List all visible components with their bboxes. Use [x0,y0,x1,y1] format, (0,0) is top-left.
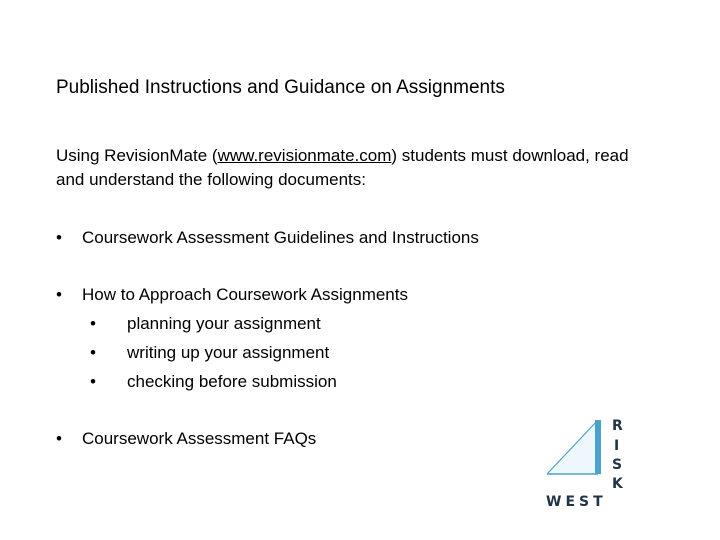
bullet-icon: • [56,285,62,304]
logo-letter-k: K [612,476,623,492]
list-item-label: Coursework Assessment FAQs [82,429,317,448]
page-title: Published Instructions and Guidance on Assignments [56,77,505,98]
logo-letter-s: S [612,457,623,473]
sub-list-item-label: planning your assignment [127,314,321,333]
sub-list-item-label: checking before submission [127,372,337,391]
bullet-icon: • [56,429,62,448]
logo-word-west: WEST [546,494,607,510]
risk-west-logo [540,414,640,516]
sub-list-item-label: writing up your assignment [127,343,330,362]
logo-letter-r: R [612,418,623,434]
intro-text-line-2: and understand the following documents: [56,170,366,189]
intro-text-before-link: Using RevisionMate ( [56,146,218,165]
logo-letter-i: I [614,438,620,454]
bullet-icon: • [56,228,62,247]
list-item-label: How to Approach Coursework Assignments [82,285,408,304]
bullet-icon: • [90,314,96,333]
bullet-icon: • [90,343,96,362]
list-item-label: Coursework Assessment Guidelines and Instructions [82,228,479,247]
intro-paragraph [56,144,696,192]
revisionmate-link[interactable]: www.revisionmate.com [217,146,392,165]
intro-text-after-link: ) students must download, read [391,146,629,165]
bullet-icon: • [90,372,96,391]
